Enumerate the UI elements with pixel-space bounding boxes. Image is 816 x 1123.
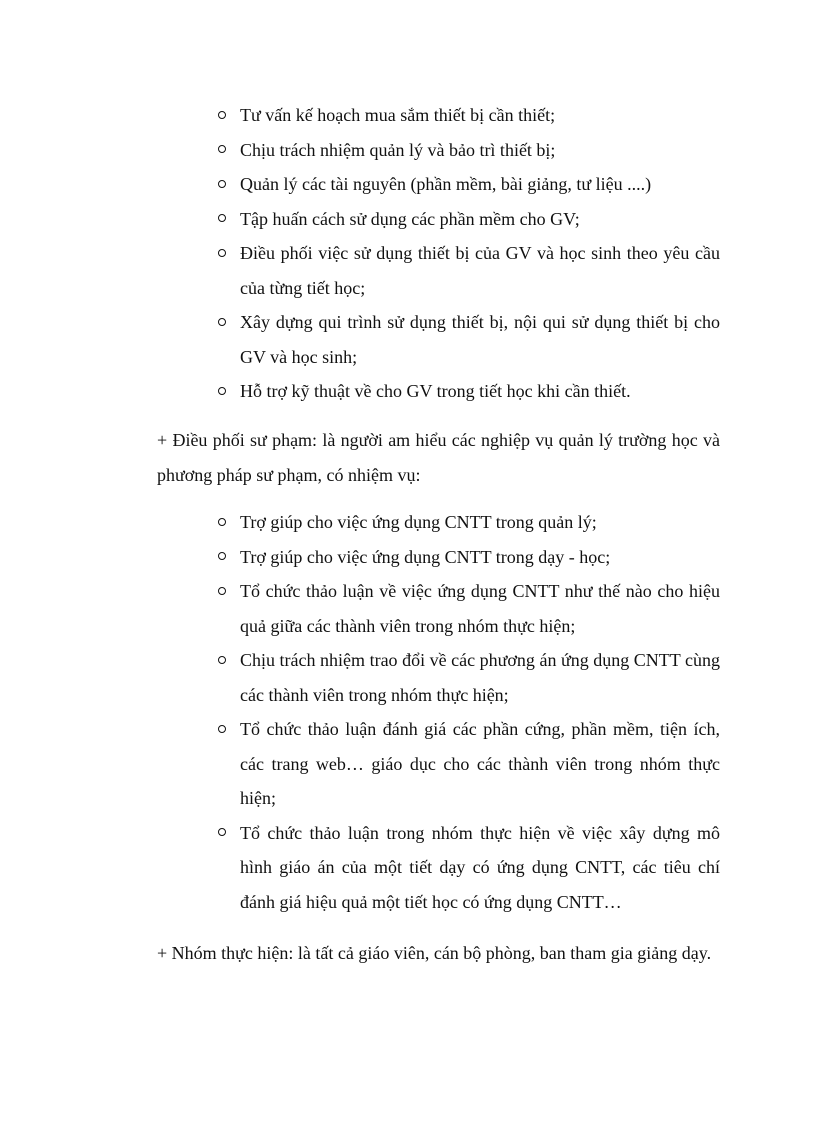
circle-bullet-icon xyxy=(218,656,226,664)
list-item-text: Tổ chức thảo luận về việc ứng dụng CNTT như thế nào cho hiệu quả giữa các thành viên trong nhóm thực hiện; xyxy=(240,581,720,636)
circle-bullet-icon xyxy=(218,518,226,526)
list-item-text: Tổ chức thảo luận trong nhóm thực hiện về việc xây dựng mô hình giáo án của một tiết dạy có ứng dụng CNTT, các tiêu chí đánh giá hiệu quả một tiết học có ứng dụng CNTT… xyxy=(240,822,720,912)
implementation-group-paragraph: + Nhóm thực hiện: là tất cả giáo viên, cán bộ phòng, ban tham gia giảng dạy. xyxy=(157,943,712,963)
list-item xyxy=(218,712,720,816)
list-item-text: Trợ giúp cho việc ứng dụng CNTT trong quản lý; xyxy=(240,512,597,532)
circle-bullet-icon xyxy=(218,111,226,119)
list-item-text: Xây dựng qui trình sử dụng thiết bị, nội qui sử dụng thiết bị cho GV và học sinh; xyxy=(240,312,720,367)
list-item xyxy=(218,374,720,409)
list-item-text: Chịu trách nhiệm trao đổi về các phương án ứng dụng CNTT cùng các thành viên trong nhóm thực hiện; xyxy=(240,650,720,705)
circle-bullet-icon xyxy=(218,725,226,733)
list-item-text: Tư vấn kế hoạch mua sắm thiết bị cần thiết; xyxy=(240,105,556,125)
list-item xyxy=(218,505,720,540)
list-item-text: Trợ giúp cho việc ứng dụng CNTT trong dạy - học; xyxy=(240,546,611,567)
list-item xyxy=(218,574,720,643)
list-item xyxy=(218,643,720,712)
list-item-text: Điều phối việc sử dụng thiết bị của GV và học sinh theo yêu cầu của từng tiết học; xyxy=(240,243,720,298)
circle-bullet-icon xyxy=(218,249,226,257)
pedagogy-coordinator-paragraph: + Điều phối sư phạm: là người am hiểu các nghiệp vụ quản lý trường học và phương pháp sư phạm, có nhiệm vụ: xyxy=(157,430,720,485)
circle-bullet-icon xyxy=(218,214,226,222)
list-item xyxy=(218,236,720,305)
circle-bullet-icon xyxy=(218,180,226,188)
circle-bullet-icon xyxy=(218,145,226,153)
list-item-text: Hỗ trợ kỹ thuật về cho GV trong tiết học khi cần thiết. xyxy=(240,381,631,401)
list-item-text: Chịu trách nhiệm quản lý và bảo trì thiết bị; xyxy=(240,139,556,160)
circle-bullet-icon xyxy=(218,828,226,836)
list-item-text: Tổ chức thảo luận đánh giá các phần cứng, phần mềm, tiện ích, các trang web… giáo dục cho các thành viên trong nhóm thực hiện; xyxy=(240,719,720,808)
list-item xyxy=(218,540,720,575)
list-item xyxy=(218,305,720,374)
list-item xyxy=(218,133,720,168)
list-item xyxy=(218,98,720,133)
list-item xyxy=(218,167,720,202)
circle-bullet-icon xyxy=(218,587,226,595)
list-item-text: Quản lý các tài nguyên (phần mềm, bài giảng, tư liệu ....) xyxy=(240,174,652,194)
equipment-duties-list xyxy=(218,98,720,409)
list-item-text: Tập huấn cách sử dụng các phần mềm cho GV; xyxy=(240,208,580,229)
circle-bullet-icon xyxy=(218,552,226,560)
list-item xyxy=(218,816,720,920)
pedagogy-duties-list xyxy=(218,505,720,919)
list-item xyxy=(218,202,720,237)
circle-bullet-icon xyxy=(218,318,226,326)
circle-bullet-icon xyxy=(218,387,226,395)
